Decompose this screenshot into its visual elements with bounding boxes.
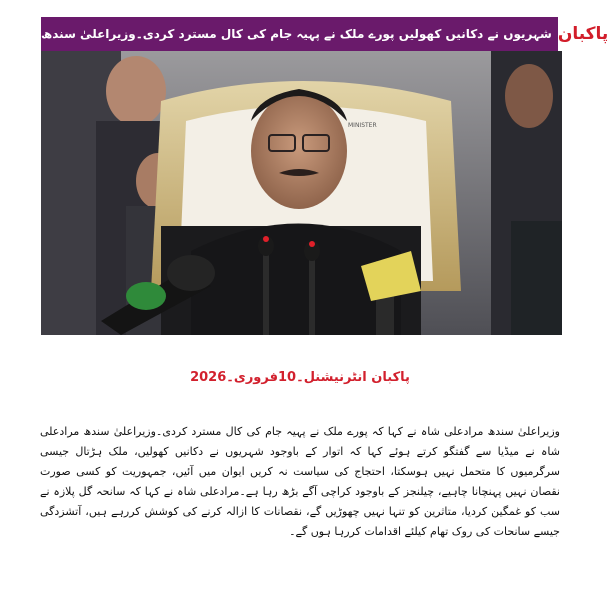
brand-name: پاکبان [557, 24, 608, 44]
headline-text: شہریوں نے دکانیں کھولیں پورے ملک نے پہیہ جام کی کال مسترد کردی۔وزیراعلیٰ سندھ [41, 27, 552, 41]
headline-bar [41, 17, 608, 51]
press-conference-image [41, 51, 562, 335]
dateline: پاکبان انٹرنیشنل۔10فروری۔2026 [190, 370, 410, 385]
brand-tag [558, 17, 608, 51]
news-photo [41, 51, 562, 335]
podium-label: MINISTER [348, 122, 377, 129]
article-body: وزیراعلیٰ سندھ مرادعلی شاہ نے کہا کہ پورے ملک نے پہیہ جام کی کال مسترد کردی۔وزیراعلیٰ سندھ مرادعلی شاہ نے میڈیا سے گفتگو کرتے ہوئے کہا کہ اتوار کے باوجود شہریوں نے دکانیں کھولیں، ملک ہڑتال جیسی سرگرمیوں کا متحمل نہیں ہوسکتا، احتجاج کی سیاست نہ کریں ایوان میں آئیں، جمہوریت کو کسی صورت نقصان نہیں پہنچانا چاہیے، چیلنجز کے باوجود کراچی آگے بڑھ رہا ہے۔مرادعلی شاہ نے کہا کہ سانحہ گل پلازہ نے سب کو غمگین کردیا، متاثرین کو تنہا نہیں چھوڑیں گے، نقصانات کا ازالہ کرنے کی کوشش کررہے ہیں، آتشزدگی جیسے سانحات کی روک تھام کیلئے اقدامات کررہا ہوں گے۔ [40, 425, 560, 538]
